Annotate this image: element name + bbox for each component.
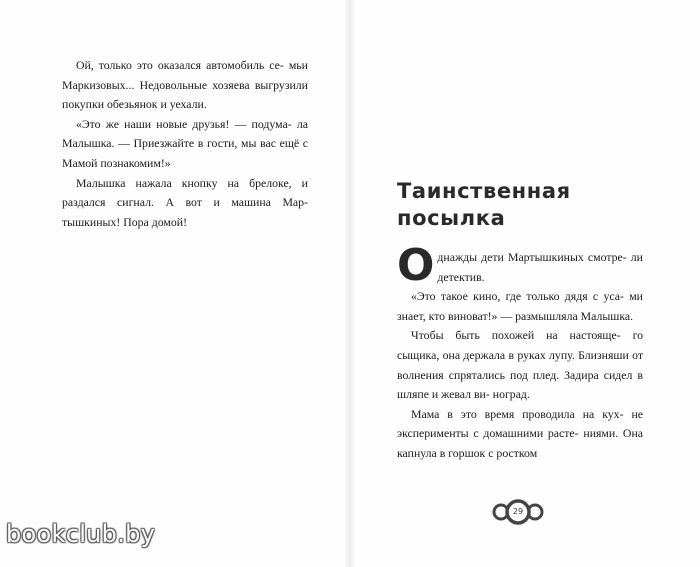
paragraph: Однажды дети Мартышкиных смотре- ли детектив. bbox=[397, 240, 643, 291]
chapter-title-line: посылка bbox=[397, 206, 506, 230]
watermark: bookclub.by bbox=[6, 520, 156, 548]
left-page-text bbox=[62, 56, 308, 232]
paragraph: «Это же наши новые друзья! — подума- ла Малышка. — Приезжайте в гости, мы вас ещё с Мамой познакомим!» bbox=[62, 116, 309, 170]
chapter-title bbox=[397, 178, 647, 232]
paragraph: Чтобы быть похожей на настояще- го сыщика, она держала в руках лупу. Близняши от волнения спрятались под плед. Задира сидел в шляпе и жевал ви- ноград. bbox=[397, 328, 644, 402]
paragraph: «Это такое кино, где только дядя с уса- ми знает, кто виноват!» — размышляла Малышка. bbox=[397, 289, 643, 323]
page-number-badge bbox=[492, 499, 544, 525]
paragraph: Мама в это время проводила на кух- не эксперименты с домашними расте- ниями. Она капнула в горшок с ростком bbox=[397, 406, 643, 460]
right-page-text bbox=[397, 240, 644, 464]
paragraph: Малышка нажала кнопку на брелоке, и раздался сигнал. А вот и машина Мар- тышкиных! Пора домой! bbox=[62, 175, 308, 229]
book-gutter bbox=[344, 0, 356, 567]
drop-cap: О bbox=[397, 240, 435, 291]
paragraph: Ой, только это оказался автомобиль се- мьи Маркизовых... Недовольные хозяева выгрузили покупки обезьянок и уехали. bbox=[62, 58, 308, 112]
page-number: 29 bbox=[512, 507, 524, 516]
chapter-title-line: Таинственная bbox=[397, 179, 571, 203]
